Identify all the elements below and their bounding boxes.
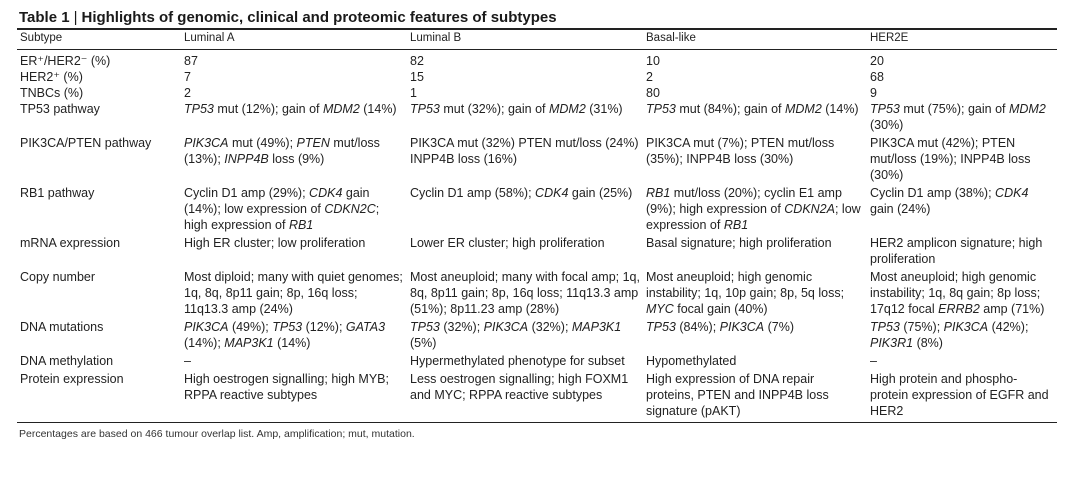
table-cell: 7 <box>184 70 191 84</box>
table-cell: Most aneuploid; many with focal amp; 1q, 8q, 8p11 gain; 8p, 16q loss; 11q13.3 amp (51%); 8p11.23 amp (28%) <box>410 270 640 316</box>
table-cell: High expression of DNA repair proteins, PTEN and INPP4B loss signature (pAKT) <box>643 371 867 423</box>
table-number: Table 1 <box>19 9 70 26</box>
table-cell: TP53 mut (84%); gain of MDM2 (14%) <box>646 102 859 116</box>
table-cell: High protein and phospho-protein expression of EGFR and HER2 <box>867 371 1057 423</box>
table-cell: 20 <box>870 54 884 68</box>
table-cell: 68 <box>870 70 884 84</box>
table-cell: PIK3CA mut (42%); PTEN mut/loss (19%); INPP4B loss (30%) <box>870 136 1031 182</box>
table-cell: Cyclin D1 amp (38%); CDK4 gain (24%) <box>870 186 1029 216</box>
table-cell: HER2 amplicon signature; high proliferation <box>870 236 1043 266</box>
table-row <box>17 69 1057 85</box>
table-cell: – <box>184 354 191 368</box>
table-figure <box>17 8 1057 440</box>
table-row <box>17 185 1057 235</box>
table-cell: 9 <box>870 86 877 100</box>
table-caption: Highlights of genomic, clinical and proteomic features of subtypes <box>81 9 557 26</box>
row-label: TP53 pathway <box>20 102 100 116</box>
table-cell: 82 <box>410 54 424 68</box>
table-row <box>17 269 1057 319</box>
table-cell: Most diploid; many with quiet genomes; 1q, 8q, 8p11 gain; 8p, 16q loss; 11q13.3 amp (24%) <box>184 270 403 316</box>
table-cell: TP53 mut (12%); gain of MDM2 (14%) <box>184 102 397 116</box>
table-cell: 80 <box>646 86 660 100</box>
table-row <box>17 235 1057 269</box>
table-cell: Hypermethylated phenotype for subset <box>410 354 625 368</box>
row-label: ER⁺/HER2⁻ (%) <box>20 54 111 68</box>
row-label: Protein expression <box>17 371 181 423</box>
table-row <box>17 135 1057 185</box>
table-cell: High oestrogen signalling; high MYB; RPPA reactive subtypes <box>181 371 407 423</box>
table-cell: TP53 mut (75%); gain of MDM2 (30%) <box>870 102 1046 132</box>
table-cell: 1 <box>410 86 417 100</box>
row-label: Copy number <box>20 270 96 284</box>
table-cell: Basal signature; high proliferation <box>646 236 832 250</box>
table-cell: Most aneuploid; high genomic instability; 1q, 8q gain; 8p loss; 17q12 focal ERRB2 amp (71%) <box>870 270 1045 316</box>
table-row <box>17 50 1057 70</box>
table-title <box>17 8 1057 30</box>
title-separator: | <box>73 9 78 26</box>
header-row <box>17 30 1057 50</box>
table-cell: Hypomethylated <box>646 354 737 368</box>
table-cell: TP53 (75%); PIK3CA (42%); PIK3R1 (8%) <box>870 320 1029 350</box>
row-label: PIK3CA/PTEN pathway <box>20 136 152 150</box>
table-cell: Most aneuploid; high genomic instability; 1q, 10p gain; 8p, 5q loss; MYC focal gain (40%) <box>646 270 845 316</box>
table-cell: PIK3CA mut (32%) PTEN mut/loss (24%) INPP4B loss (16%) <box>410 136 639 166</box>
table-cell: Cyclin D1 amp (58%); CDK4 gain (25%) <box>410 186 633 200</box>
table-cell: 15 <box>410 70 424 84</box>
table-cell: PIK3CA mut (49%); PTEN mut/loss (13%); INPP4B loss (9%) <box>184 136 380 166</box>
table-cell: High ER cluster; low proliferation <box>184 236 366 250</box>
table-row <box>17 353 1057 371</box>
row-label: DNA methylation <box>20 354 114 368</box>
table-body <box>17 50 1057 423</box>
column-header-subtype: Subtype <box>17 30 181 50</box>
table-row <box>17 85 1057 101</box>
table-cell: Cyclin D1 amp (29%); CDK4 gain (14%); low expression of CDKN2C; high expression of RB1 <box>184 186 380 232</box>
row-label: HER2⁺ (%) <box>20 70 83 84</box>
table-cell: 2 <box>646 70 653 84</box>
table-cell: TP53 mut (32%); gain of MDM2 (31%) <box>410 102 623 116</box>
table-row <box>17 319 1057 353</box>
table-cell: TP53 (84%); PIK3CA (7%) <box>646 320 794 334</box>
table-cell: 87 <box>184 54 198 68</box>
table-cell: 10 <box>646 54 660 68</box>
row-label: DNA mutations <box>20 320 104 334</box>
column-header-her2e: HER2E <box>867 30 1057 50</box>
table-cell: Less oestrogen signalling; high FOXM1 and MYC; RPPA reactive subtypes <box>407 371 643 423</box>
column-header-luminal-a: Luminal A <box>181 30 407 50</box>
subtype-table <box>17 30 1057 423</box>
row-label: mRNA expression <box>20 236 121 250</box>
table-cell: RB1 mut/loss (20%); cyclin E1 amp (9%); high expression of CDKN2A; low expression of RB1 <box>646 186 861 232</box>
column-header-luminal-b: Luminal B <box>407 30 643 50</box>
table-cell: TP53 (32%); PIK3CA (32%); MAP3K1 (5%) <box>410 320 622 350</box>
table-cell: PIK3CA mut (7%); PTEN mut/loss (35%); INPP4B loss (30%) <box>646 136 835 166</box>
column-header-basal-like: Basal-like <box>643 30 867 50</box>
table-cell: 2 <box>184 86 191 100</box>
table-cell: PIK3CA (49%); TP53 (12%); GATA3 (14%); MAP3K1 (14%) <box>184 320 386 350</box>
table-footnote: Percentages are based on 466 tumour overlap list. Amp, amplification; mut, mutation. <box>19 428 415 440</box>
row-label: TNBCs (%) <box>20 86 84 100</box>
table-cell: – <box>870 354 877 368</box>
table-row <box>17 371 1057 423</box>
row-label: RB1 pathway <box>20 186 95 200</box>
table-cell: Lower ER cluster; high proliferation <box>410 236 605 250</box>
table-row <box>17 101 1057 135</box>
